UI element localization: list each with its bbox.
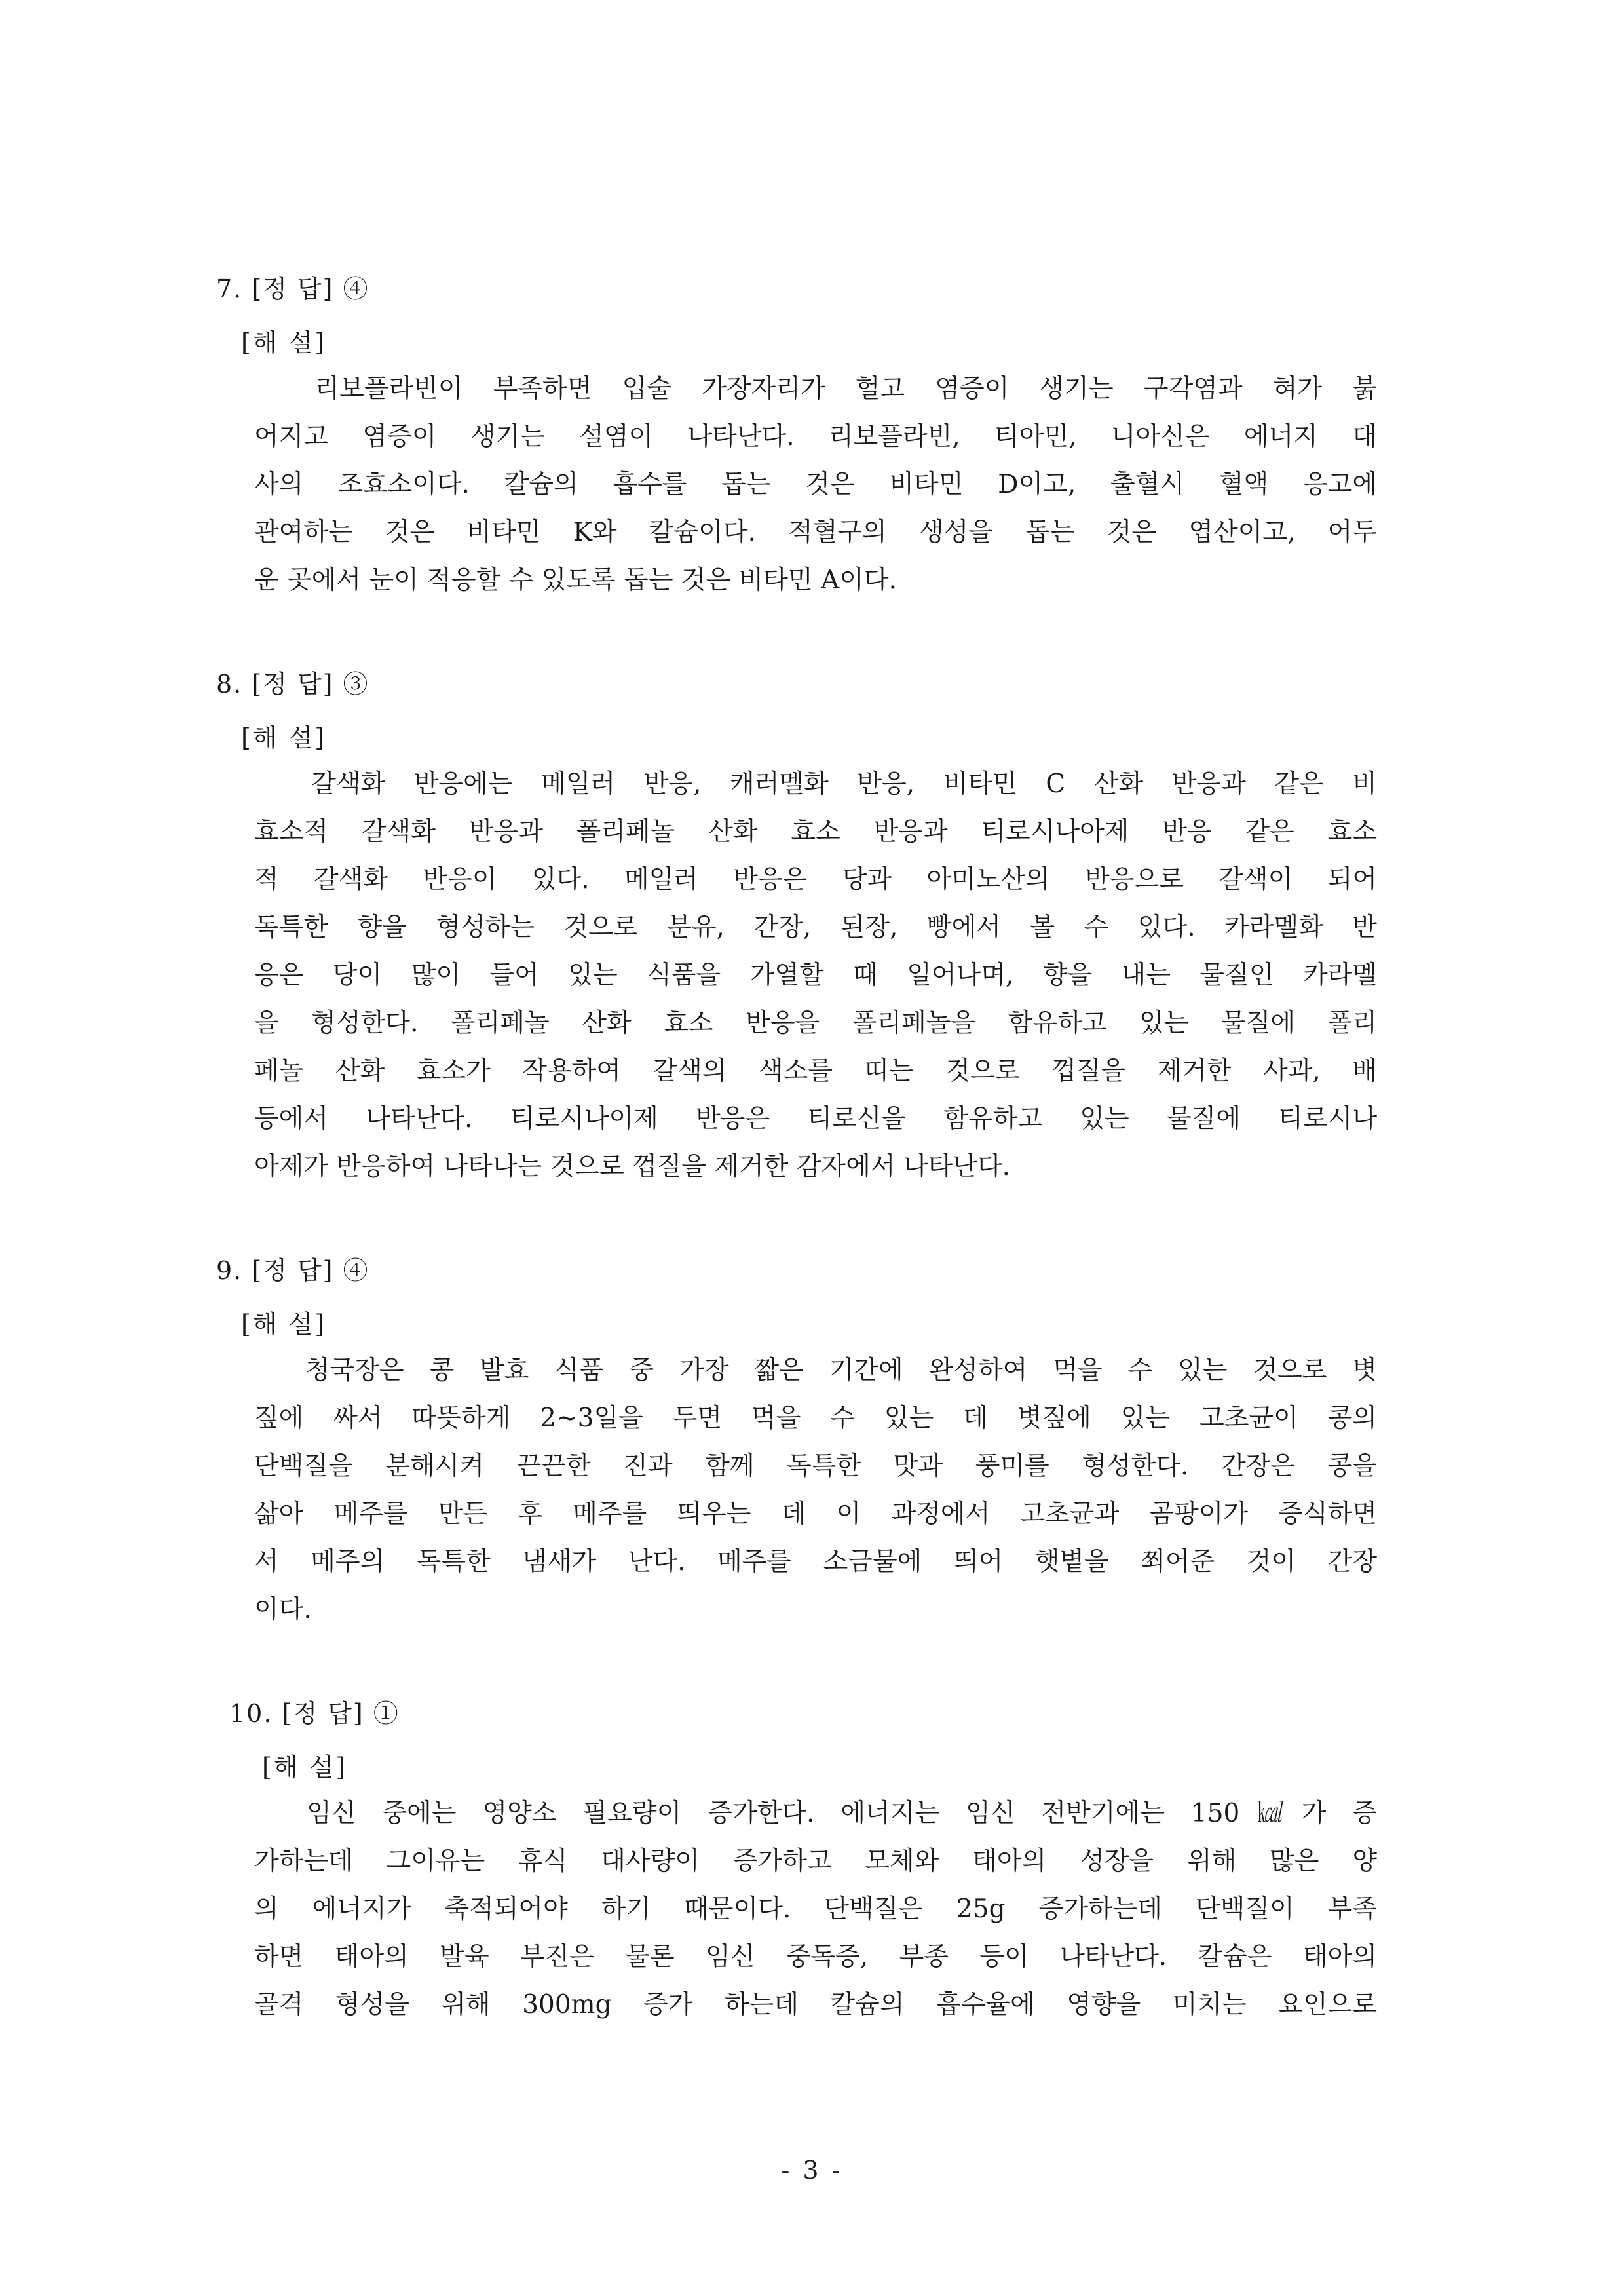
explanation-line: 효소적 갈색화 반응과 폴리페놀 산화 효소 반응과 티로시나아제 반응 같은 효소 (254, 817, 1377, 847)
explanation-line: 골격 형성을 위해 300mg 증가 하는데 칼슘의 흡수율에 영향을 미치는 요인으로 (254, 1990, 1377, 2019)
explanation-line: 단백질을 분해시켜 끈끈한 진과 함께 독특한 맛과 풍미를 형성한다. 간장은 콩을 (254, 1451, 1377, 1481)
explanation-line: 임신 중에는 영양소 필요량이 증가한다. 에너지는 임신 전반기에는 150㎉가 증 (254, 1799, 1377, 1828)
explanation-label: [해 설] (241, 328, 327, 357)
explanation-line: 이다. (254, 1595, 312, 1624)
explanation-line: 등에서 나타난다. 티로시나이제 반응은 티로신을 함유하고 있는 물질에 티로시나 (254, 1104, 1377, 1134)
explanation-line: 서 메주의 독특한 냄새가 난다. 메주를 소금물에 띄어 햇볕을 쬐어준 것이 간장 (254, 1547, 1377, 1577)
explanation-line: 어지고 염증이 생기는 설염이 나타난다. 리보플라빈, 티아민, 니아신은 에너지 대 (254, 422, 1377, 451)
explanation-line: 운 곳에서 눈이 적응할 수 있도록 돕는 것은 비타민 A이다. (254, 565, 897, 595)
explanation-line: 아제가 반응하여 나타나는 것으로 껍질을 제거한 감자에서 나타난다. (254, 1152, 1011, 1181)
explanation-line: 페놀 산화 효소가 작용하여 갈색의 색소를 띠는 것으로 껍질을 제거한 사과, 배 (254, 1056, 1377, 1086)
explanation-line: 의 에너지가 축적되어야 하기 때문이다. 단백질은 25g 증가하는데 단백질이 부족 (254, 1894, 1377, 1924)
explanation-label: [해 설] (241, 723, 327, 752)
answer-line: 10. [정 답] ① (229, 1699, 400, 1728)
page-number: - 3 - (781, 2156, 843, 2185)
explanation-line: 가하는데 그이유는 휴식 대사량이 증가하고 모체와 태아의 성장을 위해 많은 양 (254, 1846, 1377, 1876)
explanation-label: [해 설] (262, 1753, 348, 1782)
explanation-line: 하면 태아의 발육 부진은 물론 임신 중독증, 부종 등이 나타난다. 칼슘은 태아의 (254, 1942, 1377, 1972)
explanation-line: 삶아 메주를 만든 후 메주를 띄우는 데 이 과정에서 고초균과 곰팡이가 증식하면 (254, 1499, 1377, 1529)
explanation-line: 청국장은 콩 발효 식품 중 가장 짧은 기간에 완성하여 먹을 수 있는 것으로 볏 (254, 1356, 1377, 1385)
explanation-line: 적 갈색화 반응이 있다. 메일러 반응은 당과 아미노산의 반응으로 갈색이 되어 (254, 865, 1377, 894)
explanation-line: 관여하는 것은 비타민 K와 칼슘이다. 적혈구의 생성을 돕는 것은 엽산이고, 어두 (254, 518, 1377, 547)
explanation-line: 짚에 싸서 따뜻하게 2~3일을 두면 먹을 수 있는 데 볏짚에 있는 고초균이 콩의 (254, 1404, 1377, 1433)
explanation-line: 응은 당이 많이 들어 있는 식품을 가열할 때 일어나며, 향을 내는 물질인 카라멜 (254, 961, 1377, 990)
explanation-line: 을 형성한다. 폴리페놀 산화 효소 반응을 폴리페놀을 함유하고 있는 물질에 폴리 (254, 1008, 1377, 1038)
explanation-line: 갈색화 반응에는 메일러 반응, 캐러멜화 반응, 비타민 C 산화 반응과 같은 비 (254, 769, 1377, 799)
explanation-label: [해 설] (241, 1310, 327, 1339)
answer-line: 9. [정 답] ④ (216, 1256, 369, 1285)
explanation-line: 리보플라빈이 부족하면 입술 가장자리가 헐고 염증이 생기는 구각염과 혀가 붉 (254, 374, 1377, 404)
explanation-line: 독특한 향을 형성하는 것으로 분유, 간장, 된장, 빵에서 볼 수 있다. 카라멜화 반 (254, 913, 1377, 942)
answer-line: 8. [정 답] ③ (216, 670, 369, 698)
answer-line: 7. [정 답] ④ (216, 275, 369, 303)
explanation-line: 사의 조효소이다. 칼슘의 흡수를 돕는 것은 비타민 D이고, 출혈시 혈액 응고에 (254, 470, 1377, 499)
